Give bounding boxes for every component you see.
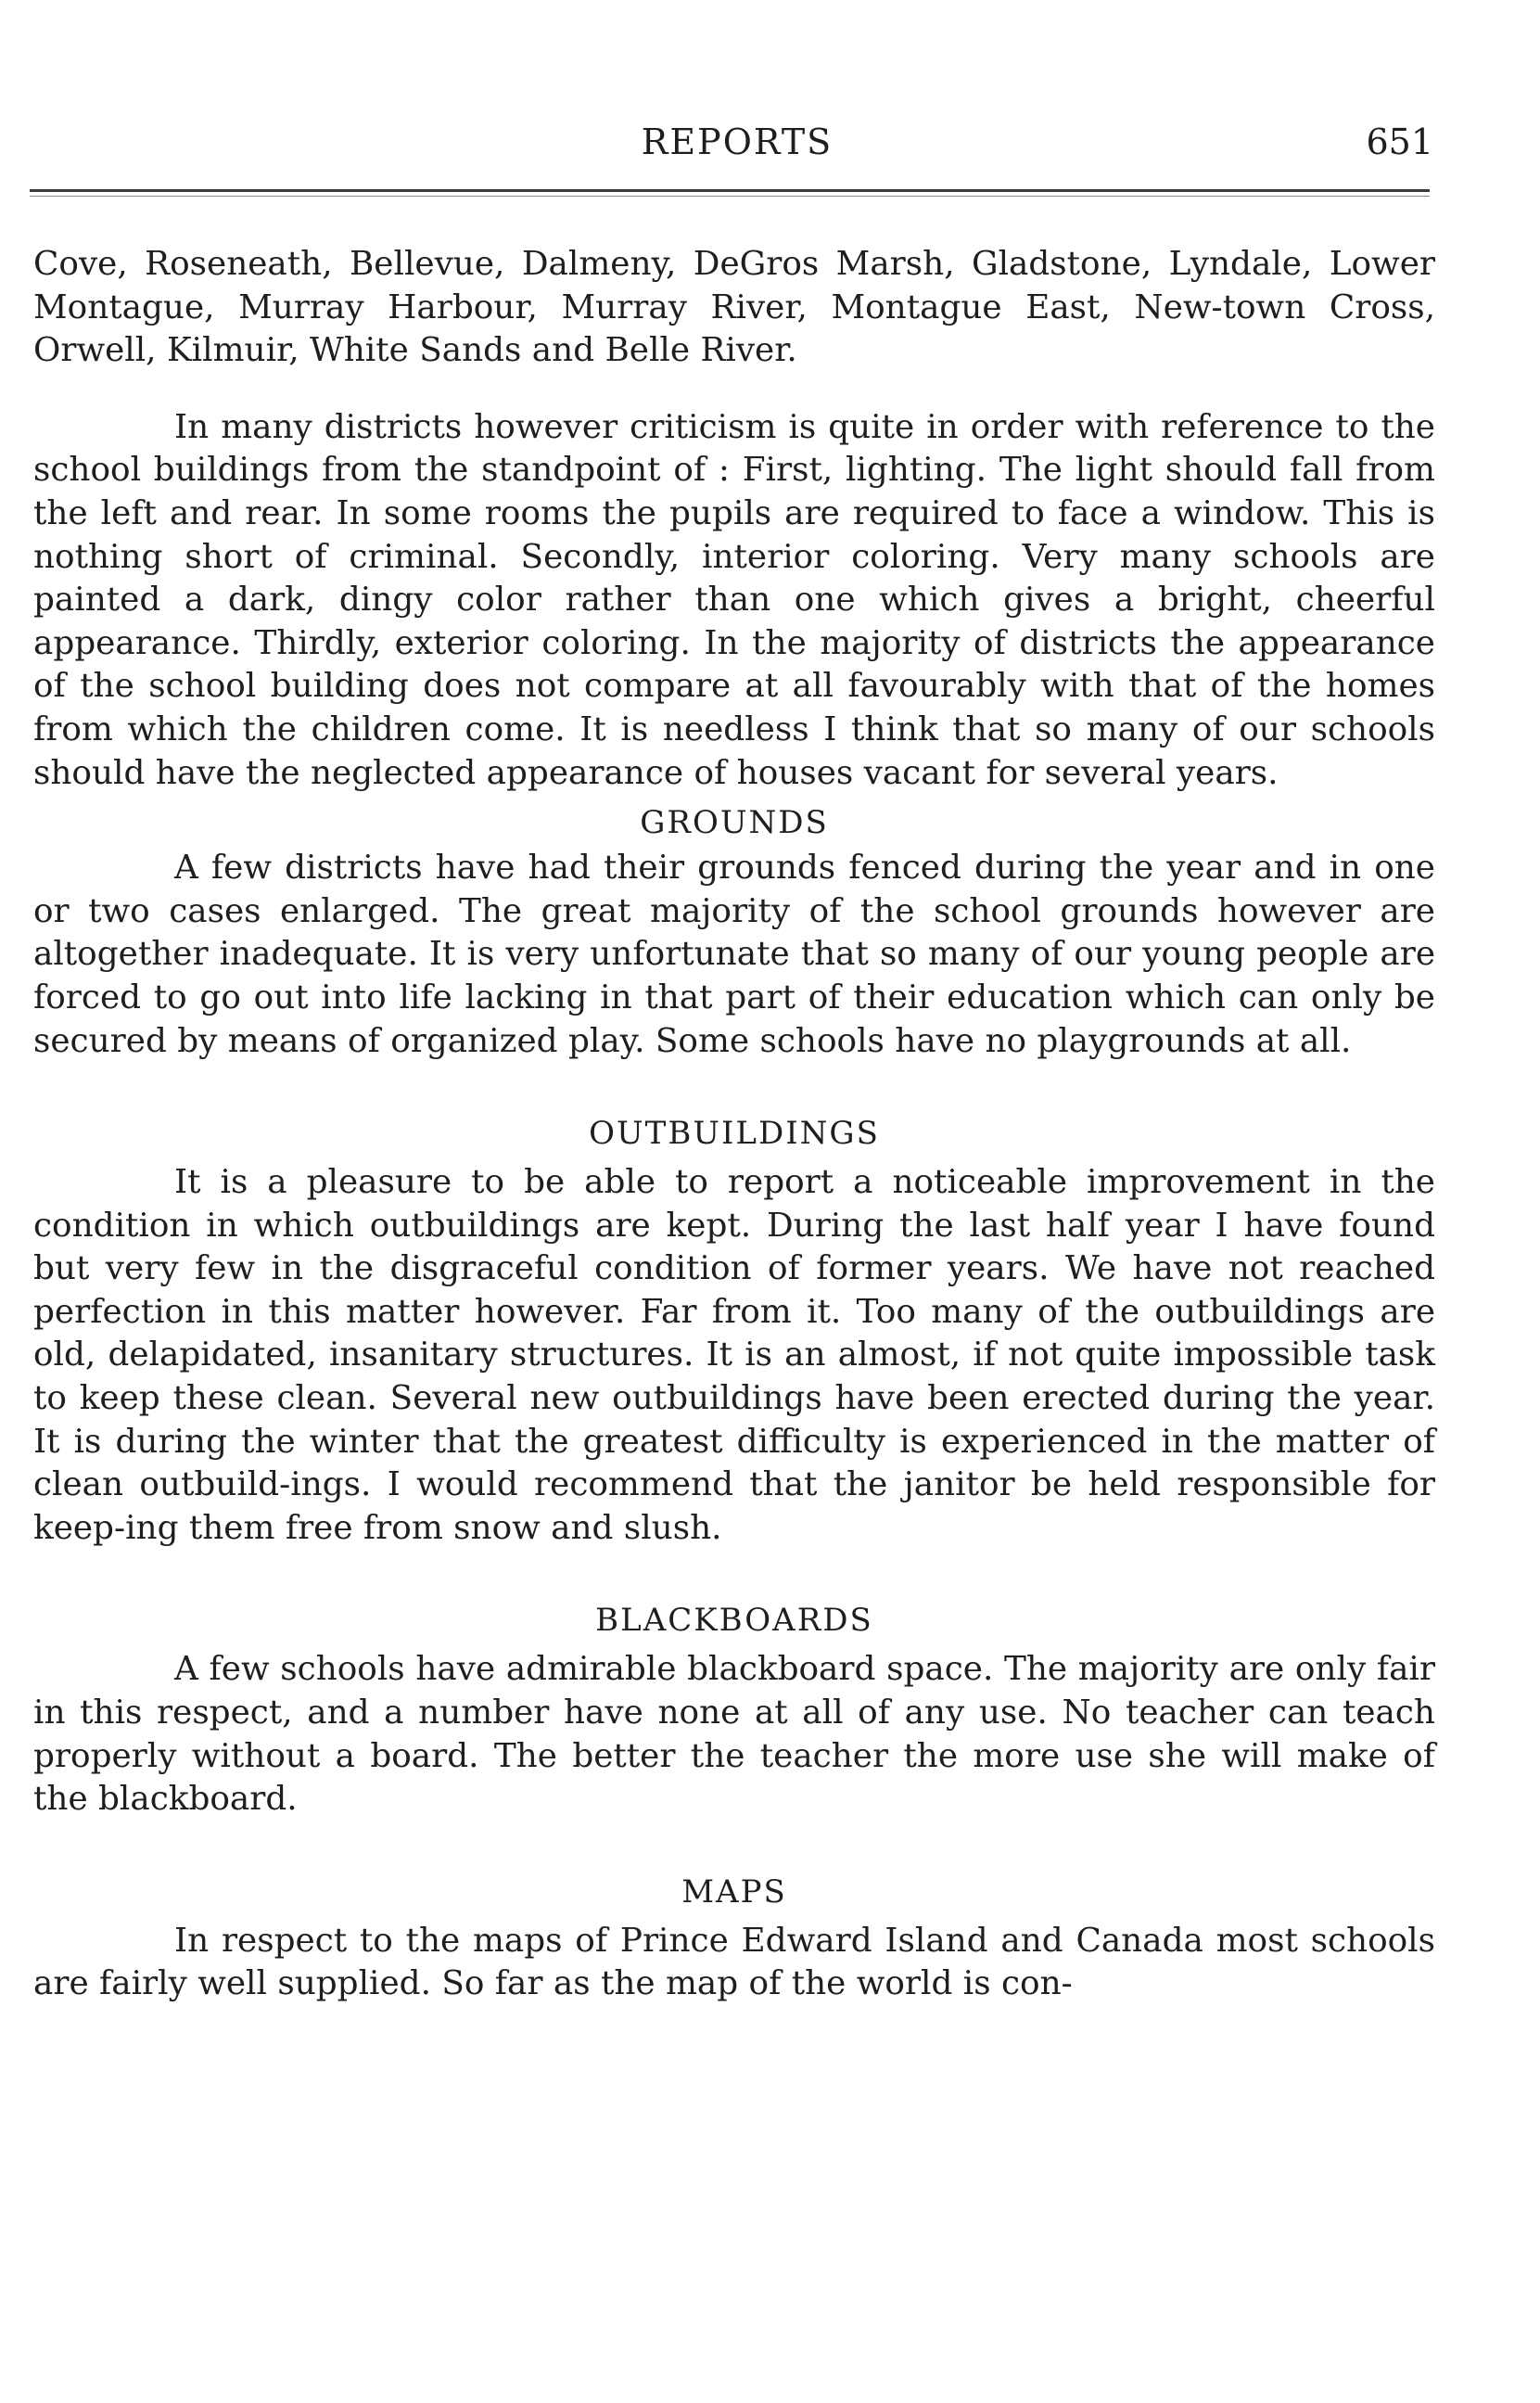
running-title: REPORTS (641, 121, 834, 162)
paragraph-maps: In respect to the maps of Prince Edward Island and Canada most schools are fairly well supplied. So far as the map of the world is con- (33, 1921, 1435, 2003)
section-heading-blackboards: BLACKBOARDS (595, 1602, 873, 1640)
body-text (33, 243, 1435, 2006)
paragraph-grounds: A few districts have had their grounds fenced during the year and in one or two cases enlarged. The great majority of the school grounds however are altogether inadequate. It is very unfortunate that so many of our young people are forced to go out into life lacking in that part of their education which can only be secured by means of organized play. Some schools have no playgrounds at all. (33, 849, 1435, 1060)
paragraph-outbuildings: It is a pleasure to be able to report a noticeable improvement in the condition in which outbuildings are kept. During the last half year I have found but very few in the disgraceful condition of former years. We have not reached perfection in this matter however. Far from it. Too many of the outbuildings are old, delapidated, insanitary structures. It is an almost, if not quite impossible task to keep these clean. Several new outbuildings have been erected during the year. It is during the winter that the greatest difficulty is experienced in the matter of clean outbuild-ings. I would recommend that the janitor be held responsible for keep-ing them free from snow and slush. (33, 1163, 1435, 1547)
header-rule-secondary (30, 196, 1430, 197)
running-head (0, 119, 1540, 165)
paragraph-continuation: Cove, Roseneath, Bellevue, Dalmeny, DeGros Marsh, Gladstone, Lyndale, Lower Montague, Murray Harbour, Murray River, Montague East, New-town Cross, Orwell, Kilmuir, White Sands and Belle River. (33, 245, 1435, 370)
header-rule (30, 189, 1430, 192)
section-heading-maps: MAPS (681, 1873, 787, 1911)
page-number: 651 (1366, 121, 1433, 162)
paragraph-buildings: In many districts however criticism is quite in order with reference to the school buildings from the standpoint of : First, lighting. The light should fall from the left and rear. In some rooms the pupils are required to face a window. This is nothing short of criminal. Secondly, interior coloring. Very many schools are painted a dark, dingy color rather than one which gives a bright, cheerful appearance. Thirdly, exterior coloring. In the majority of districts the appearance of the school building does not compare at all favourably with that of the homes from which the children come. It is needless I think that so many of our schools should have the neglected appearance of houses vacant for several years. (33, 407, 1435, 792)
paragraph-blackboards: A few schools have admirable blackboard space. The majority are only fair in this respect, and a number have none at all of any use. No teacher can teach properly without a board. The better the teacher the more use she will make of the blackboard. (33, 1650, 1435, 1819)
section-heading-outbuildings: OUTBUILDINGS (589, 1115, 880, 1153)
section-heading-grounds: GROUNDS (640, 804, 829, 842)
